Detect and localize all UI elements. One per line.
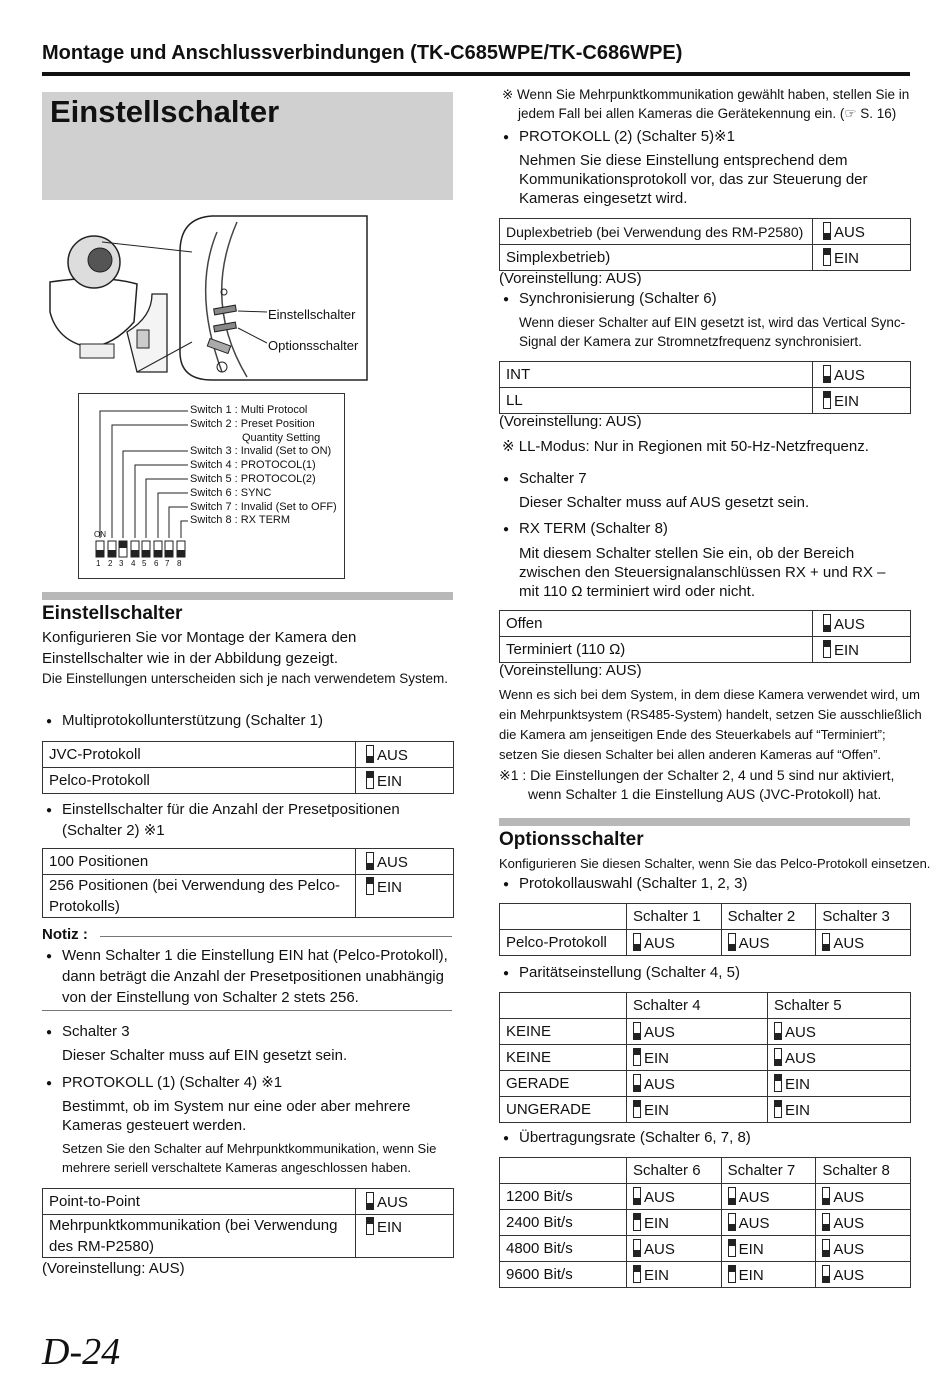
callout-einstellschalter: Einstellschalter	[268, 307, 356, 322]
bullet-schalter-1: ● Multiprotokollunterstützung (Schalter 1)	[62, 710, 323, 731]
intro-line: Die Einstellungen unterscheiden sich je nach verwendetem System.	[42, 671, 448, 686]
note-geraetekennung: ※ Wenn Sie Mehrpunktkommunikation gewählt haben, stellen Sie in	[502, 87, 910, 102]
page-number: D-24	[42, 1331, 121, 1373]
switch-off-icon	[728, 933, 736, 951]
footnote-1: wenn Schalter 1 die Einstellung AUS (JVC-Protokoll) hat.	[528, 786, 882, 802]
table-schalter-2: 100 Positionen AUS 256 Positionen (bei Verwendung des Pelco- Protokolls) EIN	[42, 848, 454, 918]
default-note: (Voreinstellung: AUS)	[499, 270, 642, 287]
schalter-4-small: mehrere seriell verschaltete Kameras angeschlossen haben.	[62, 1160, 412, 1175]
rx-term-paragraph: ein Mehrpunktsystem (RS485-System) handelt, setzen Sie ausschließlich	[499, 707, 922, 722]
schalter-5-text: Kommunikationsprotokoll vor, das zur Steuerung der	[519, 171, 868, 188]
switch-off-icon	[822, 1187, 830, 1205]
switch-off-icon	[633, 1022, 641, 1040]
bullet-schalter-3: ● Schalter 3	[62, 1021, 130, 1042]
on-label: ON	[94, 530, 106, 539]
switch-label: Switch 4 : PROTOCOL(1)	[190, 459, 316, 472]
switch-off-icon	[823, 222, 831, 240]
section-title-einstellschalter: Einstellschalter	[42, 603, 183, 624]
switch-on-icon	[774, 1074, 782, 1092]
switch-label: Switch 5 : PROTOCOL(2)	[190, 472, 316, 485]
opt-intro: Konfigurieren Sie diesen Schalter, wenn Sie das Pelco-Protokoll einsetzen.	[499, 856, 931, 871]
schalter-6-text: Wenn dieser Schalter auf EIN gesetzt ist, wird das Vertical Sync-	[519, 315, 906, 330]
switch-off-icon	[774, 1048, 782, 1066]
note-rule	[42, 1010, 452, 1011]
table-uebertragungsrate: Schalter 6 Schalter 7 Schalter 8 1200 Bit/s AUS AUS AUS 2400 Bit/s EIN AUS AUS 4800 Bit/s AUS EIN AUS 9600 Bit/s EIN EIN AUS	[499, 1157, 911, 1288]
section-bar	[42, 592, 453, 600]
bullet-schalter-2: ● Einstellschalter für die Anzahl der Presetpositionen	[62, 799, 400, 820]
schalter-8-text: Mit diesem Schalter stellen Sie ein, ob der Bereich	[519, 545, 855, 562]
intro-line: Konfigurieren Sie vor Montage der Kamera den	[42, 629, 357, 646]
schalter-5-text: Nehmen Sie diese Einstellung entsprechend dem	[519, 152, 848, 169]
bullet-schalter-8: ● RX TERM (Schalter 8)	[519, 518, 668, 539]
bullet-schalter-2-cont: (Schalter 2) ※1	[62, 822, 165, 839]
bullet-schalter-4: ● PROTOKOLL (1) (Schalter 4) ※1	[62, 1072, 282, 1093]
switch-on-icon	[774, 1100, 782, 1118]
switch-off-icon	[822, 1213, 830, 1231]
schalter-7-text: Dieser Schalter muss auf AUS gesetzt sein.	[519, 494, 810, 511]
switch-on-icon	[366, 877, 374, 895]
rx-term-paragraph: Wenn es sich bei dem System, in dem diese Kamera verwendet wird, um	[499, 687, 920, 702]
switch-label: Switch 1 : Multi Protocol	[190, 404, 308, 416]
switch-label-list	[190, 404, 337, 528]
switch-off-icon	[822, 933, 830, 951]
bullet-schalter-7: ● Schalter 7	[519, 468, 587, 489]
page-header: Montage und Anschlussverbindungen (TK-C685WPE/TK-C686WPE)	[42, 42, 683, 64]
switch-label: Switch 8 : RX TERM	[190, 514, 291, 527]
bullet-paritaet: ● Paritätseinstellung (Schalter 4, 5)	[519, 962, 740, 983]
note-geraetekennung: jedem Fall bei allen Kameras die Gerätekennung ein. (☞ S. 16)	[518, 106, 897, 121]
schalter-8-text: zwischen den Steuersignalanschlüssen RX + und RX –	[519, 564, 886, 581]
switch-on-icon	[633, 1048, 641, 1066]
switch-off-icon	[633, 1187, 641, 1205]
default-note: (Voreinstellung: AUS)	[42, 1260, 185, 1277]
schalter-3-text: Dieser Schalter muss auf EIN gesetzt sein.	[62, 1047, 348, 1064]
switch-off-icon	[633, 933, 641, 951]
header-rule	[42, 72, 910, 76]
note-ll-mode: ※ LL-Modus: Nur in Regionen mit 50-Hz-Netzfrequenz.	[502, 438, 869, 455]
footnote-1: ※1 : Die Einstellungen der Schalter 2, 4 und 5 sind nur aktiviert,	[499, 767, 895, 783]
switch-off-icon	[822, 1265, 830, 1283]
page-title: Einstellschalter	[50, 94, 280, 129]
camera-illustration	[42, 212, 372, 387]
table-paritaet: Schalter 4 Schalter 5 KEINE AUS AUS KEINE EIN AUS GERADE AUS EIN UNGERADE EIN EIN	[499, 992, 911, 1123]
switch-off-icon	[366, 1192, 374, 1210]
switch-on-icon	[728, 1239, 736, 1257]
note-text: dann beträgt die Anzahl der Presetpositionen unabhängig	[62, 968, 444, 985]
switch-on-icon	[823, 640, 831, 658]
switch-label: Quantity Setting	[242, 431, 321, 444]
callout-optionsschalter: Optionsschalter	[268, 338, 359, 353]
rx-term-paragraph: setzen Sie diesen Schalter bei allen anderen Kameras auf “Offen”.	[499, 747, 882, 762]
switch-off-icon	[823, 614, 831, 632]
schalter-4-text: Bestimmt, ob im System nur eine oder aber mehrere	[62, 1098, 411, 1115]
switch-on-icon	[823, 391, 831, 409]
table-schalter-8: Offen AUS Terminiert (110 Ω) EIN	[499, 610, 911, 663]
schalter-4-text: Kameras gesteuert werden.	[62, 1117, 247, 1134]
switch-label: Switch 2 : Preset Position	[190, 417, 315, 430]
switch-off-icon	[366, 745, 374, 763]
switch-off-icon	[633, 1239, 641, 1257]
switch-off-icon	[822, 1239, 830, 1257]
switch-off-icon	[774, 1022, 782, 1040]
table-schalter-4: Point-to-Point AUS Mehrpunktkommunikation (bei Verwendung des RM-P2580) EIN	[42, 1188, 454, 1258]
table-schalter-6: INT AUS LL EIN	[499, 361, 911, 414]
section-title-optionsschalter: Optionsschalter	[499, 829, 644, 850]
switch-on-icon	[366, 771, 374, 789]
default-note: (Voreinstellung: AUS)	[499, 662, 642, 679]
schalter-5-text: Kameras eingesetzt wird.	[519, 190, 688, 207]
switch-on-icon	[633, 1213, 641, 1231]
bullet-schalter-6: ● Synchronisierung (Schalter 6)	[519, 288, 717, 309]
rx-term-paragraph: die Kamera am jenseitigen Ende des Steuerkabels auf “Terminiert”;	[499, 727, 886, 742]
table-schalter-5: Duplexbetrieb (bei Verwendung des RM-P2580) AUS Simplexbetrieb) EIN	[499, 218, 911, 271]
bullet-uebertragungsrate: ● Übertragungsrate (Schalter 6, 7, 8)	[519, 1127, 751, 1148]
switch-label: Switch 7 : Invalid (Set to OFF)	[190, 500, 337, 513]
switch-off-icon	[728, 1187, 736, 1205]
schalter-6-text: Signal der Kamera zur Stromnetzfrequenz synchronisiert.	[519, 334, 862, 349]
section-bar	[499, 818, 910, 826]
switch-off-icon	[366, 852, 374, 870]
schalter-4-small: Setzen Sie den Schalter auf Mehrpunktkommunikation, wenn Sie	[62, 1141, 437, 1156]
schalter-8-text: mit 110 Ω terminiert wird oder nicht.	[519, 583, 756, 600]
intro-line: Einstellschalter wie in der Abbildung gezeigt.	[42, 650, 339, 667]
switch-on-icon	[633, 1265, 641, 1283]
title-box	[42, 92, 453, 200]
switch-off-icon	[728, 1213, 736, 1231]
note-text: von der Einstellung von Schalter 2 stets 256.	[62, 989, 359, 1006]
switch-on-icon	[728, 1265, 736, 1283]
switch-on-icon	[823, 248, 831, 266]
switch-off-icon	[823, 365, 831, 383]
bullet-protokollauswahl: ● Protokollauswahl (Schalter 1, 2, 3)	[519, 873, 747, 894]
default-note: (Voreinstellung: AUS)	[499, 413, 642, 430]
note-text: ● Wenn Schalter 1 die Einstellung EIN hat (Pelco-Protokoll),	[62, 945, 448, 966]
note-rule	[100, 936, 452, 937]
bullet-schalter-5: ● PROTOKOLL (2) (Schalter 5)※1	[519, 126, 735, 147]
notiz-label: Notiz :	[42, 926, 88, 943]
switch-off-icon	[633, 1074, 641, 1092]
switch-on-icon	[633, 1100, 641, 1118]
table-protokollauswahl: Schalter 1 Schalter 2 Schalter 3 Pelco-Protokoll AUS AUS AUS	[499, 903, 911, 956]
table-schalter-1: JVC-Protokoll AUS Pelco-Protokoll EIN	[42, 741, 454, 794]
switch-label: Switch 3 : Invalid (Set to ON)	[190, 445, 332, 458]
switch-label: Switch 6 : SYNC	[190, 486, 272, 499]
switch-on-icon	[366, 1217, 374, 1235]
